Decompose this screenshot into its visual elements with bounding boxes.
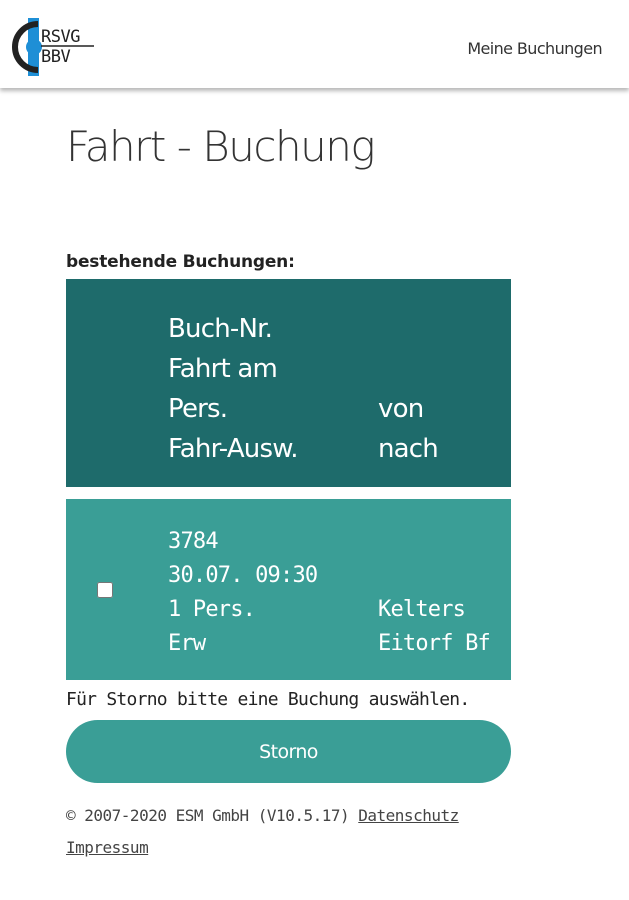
bookings-table-header: [66, 279, 511, 487]
section-label: bestehende Buchungen:: [66, 252, 295, 272]
booking-number: 3784: [168, 529, 218, 554]
trip-date: 30.07. 09:30: [168, 563, 318, 588]
persons: 1 Pers.: [168, 597, 256, 622]
storno-button[interactable]: Storno: [66, 720, 511, 783]
header-from: von: [378, 394, 424, 424]
header-persons: Pers.: [168, 394, 228, 424]
storno-hint: Für Storno bitte eine Buchung auswählen.: [66, 689, 470, 710]
row-column-1: [168, 525, 317, 661]
row-column-2: [378, 593, 490, 661]
footer: [66, 800, 546, 864]
rsvg-bbv-logo[interactable]: [12, 18, 98, 76]
logo-text-top: RSVG: [41, 27, 80, 47]
booking-row[interactable]: [66, 499, 511, 680]
header-to: nach: [378, 434, 438, 464]
nav-link-my-bookings[interactable]: Meine Buchungen: [467, 39, 602, 58]
copyright-text: © 2007-2020 ESM GmbH (V10.5.17): [66, 806, 350, 825]
from-stop: Kelters: [378, 597, 466, 622]
header-column-1: [168, 309, 298, 469]
imprint-link[interactable]: Impressum: [66, 838, 149, 857]
privacy-link[interactable]: Datenschutz: [358, 806, 459, 825]
header-booking-number: Buch-Nr.: [168, 314, 273, 344]
navbar: [0, 0, 629, 88]
header-ticket-type: Fahr-Ausw.: [168, 434, 298, 464]
header-trip-date: Fahrt am: [168, 354, 277, 384]
ticket-type: Erw: [168, 631, 206, 656]
to-stop: Eitorf Bf: [378, 631, 491, 656]
page-title: Fahrt - Buchung: [66, 122, 375, 171]
header-column-2: [378, 389, 438, 469]
logo-text-bottom: BBV: [41, 47, 71, 67]
booking-select-checkbox[interactable]: [97, 582, 113, 598]
